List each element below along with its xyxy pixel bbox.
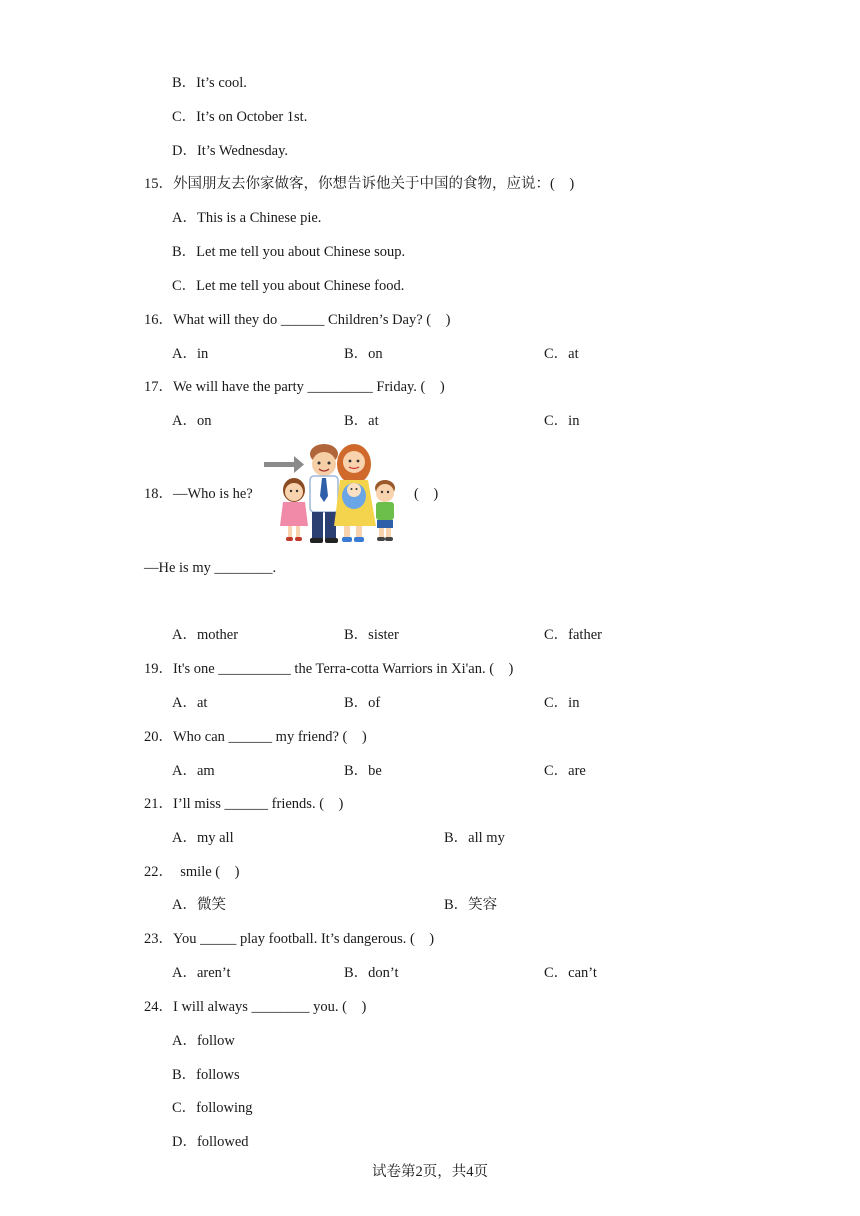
q14-option-b: B．It’s cool.: [172, 75, 247, 91]
q16-option-b: B．on: [344, 346, 383, 362]
q19-option-b: B．of: [344, 695, 381, 711]
q21-stem: 21．I’ll miss ______ friends. ( ): [144, 796, 344, 812]
q22-option-a: A．微笑: [172, 897, 226, 913]
q23-option-c: C．can’t: [544, 965, 597, 981]
q16-option-c: C．at: [544, 346, 579, 362]
q15-option-a: A．This is a Chinese pie.: [172, 210, 322, 226]
q23-option-b: B．don’t: [344, 965, 399, 981]
q24-option-d: D．followed: [172, 1134, 249, 1150]
q18-answer-line: —He is my ________.: [144, 560, 277, 576]
q19-option-c: C．in: [544, 695, 580, 711]
boy-figure: [375, 480, 395, 541]
family-illustration: [258, 440, 408, 544]
q18-paren: ( ): [414, 486, 439, 502]
q22-stem: 22． smile ( ): [144, 864, 240, 880]
q24-option-c: C．following: [172, 1100, 253, 1116]
q17-option-c: C．in: [544, 413, 580, 429]
q22-option-b: B．笑容: [444, 897, 498, 913]
q14-option-c: C．It’s on October 1st.: [172, 109, 308, 125]
q20-option-c: C．are: [544, 763, 586, 779]
q18-option-a: A．mother: [172, 627, 239, 643]
q19-stem: 19．It's one __________ the Terra-cotta Warriors in Xi'an. ( ): [144, 661, 514, 677]
q21-option-b: B．all my: [444, 830, 505, 846]
q18-option-c: C．father: [544, 627, 602, 643]
q24-option-a: A．follow: [172, 1033, 235, 1049]
q24-stem: 24．I will always ________ you. ( ): [144, 999, 367, 1015]
q15-option-b: B．Let me tell you about Chinese soup.: [172, 244, 406, 260]
girl-figure: [280, 478, 308, 541]
q17-option-b: B．at: [344, 413, 379, 429]
q24-option-b: B．follows: [172, 1067, 240, 1083]
mother-figure: [334, 444, 376, 542]
q17-option-a: A．on: [172, 413, 212, 429]
q15-stem: 15．外国朋友去你家做客，你想告诉他关于中国的食物，应说：( ): [144, 176, 575, 192]
q15-option-c: C．Let me tell you about Chinese food.: [172, 278, 405, 294]
q14-option-d: D．It’s Wednesday.: [172, 143, 289, 159]
father-figure: [310, 444, 338, 543]
q18-option-b: B．sister: [344, 627, 399, 643]
q20-stem: 20．Who can ______ my friend? ( ): [144, 729, 367, 745]
q23-option-a: A．aren’t: [172, 965, 231, 981]
q16-option-a: A．in: [172, 346, 209, 362]
arrow-icon: [264, 456, 304, 473]
q18-stem: 18．—Who is he?: [144, 486, 253, 502]
q20-option-b: B．be: [344, 763, 382, 779]
q21-option-a: A．my all: [172, 830, 234, 846]
q20-option-a: A．am: [172, 763, 215, 779]
q16-stem: 16．What will they do ______ Children’s Day? ( ): [144, 312, 451, 328]
q23-stem: 23．You _____ play football. It’s dangerous. ( ): [144, 931, 435, 947]
q17-stem: 17．We will have the party _________ Friday. ( ): [144, 379, 445, 395]
q19-option-a: A．at: [172, 695, 208, 711]
page-footer: 试卷第2页，共4页: [372, 1164, 488, 1180]
